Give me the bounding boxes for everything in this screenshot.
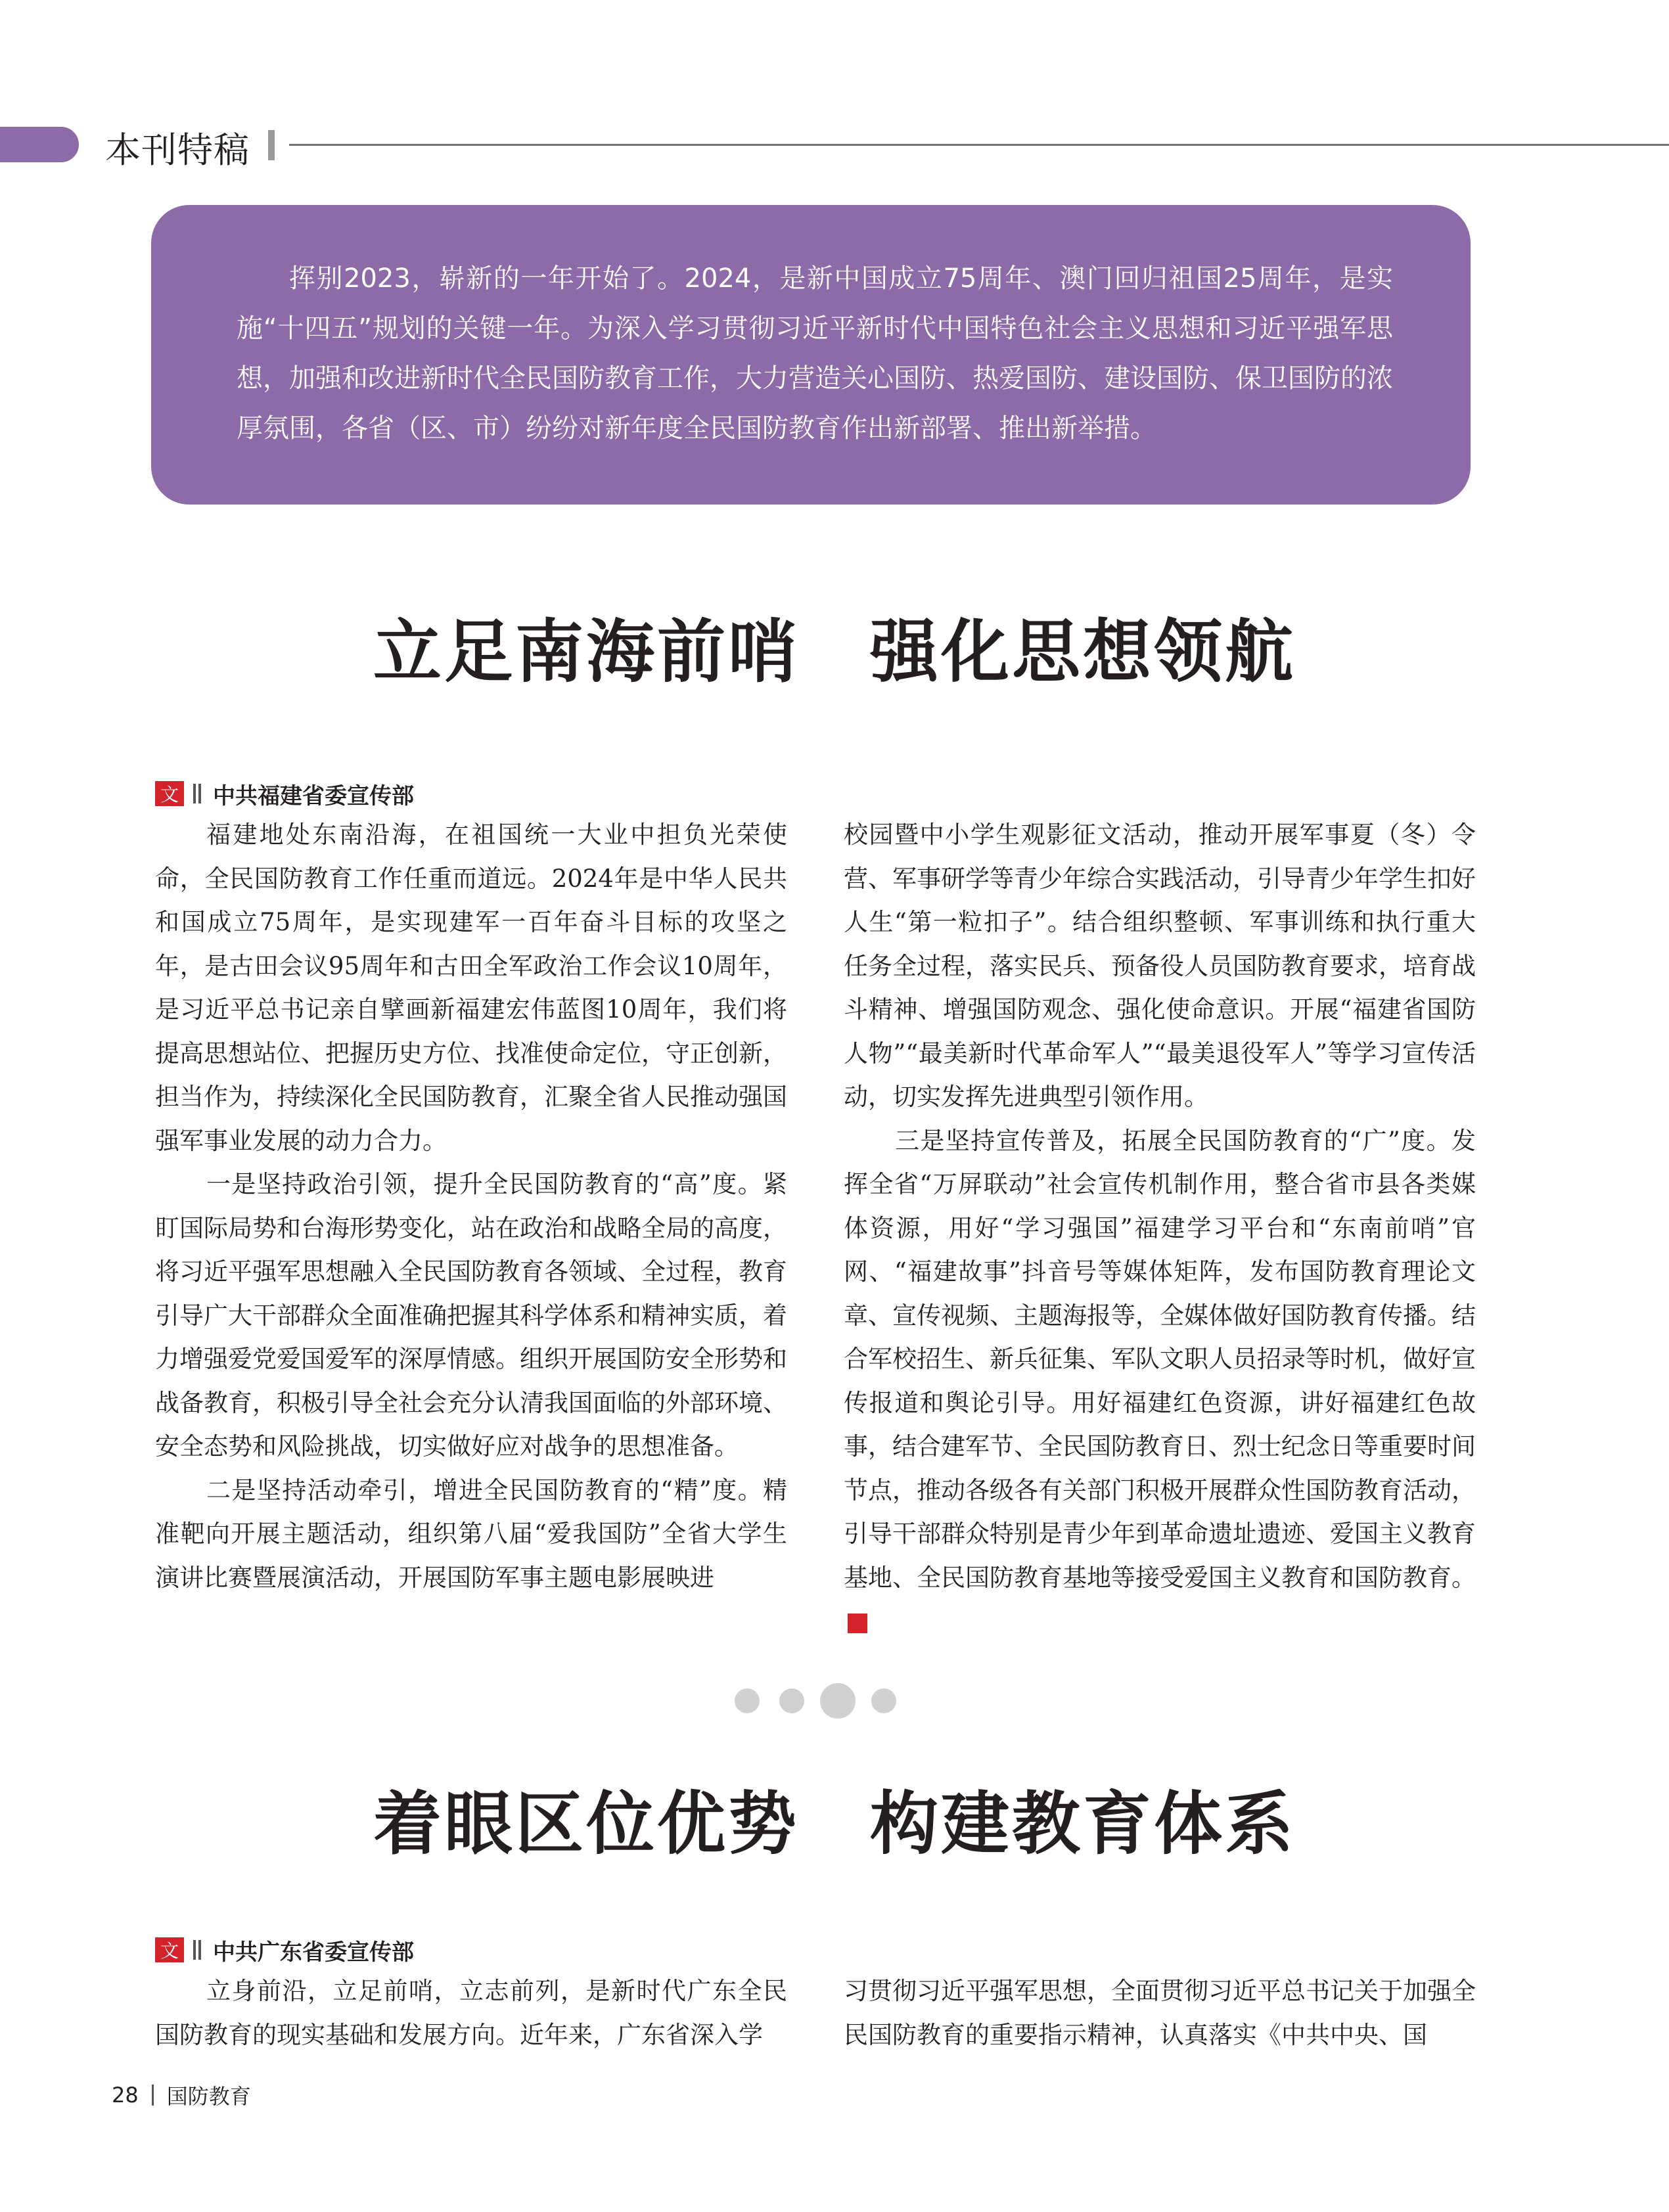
article1-paragraph: 一是坚持政治引领，提升全民国防教育的“高”度。紧盯国际局势和台海形势变化，站在政治和战略全局的高度，将习近平强军思想融入全民国防教育各领域、全过程，教育引导广大干部群众全面准确把握其科学体系和精神实质，着力增强爱党爱国爱军的深厚情感。组织开展国防安全形势和战备教育，积极引导全社会充分认清我国面临的外部环境、安全态势和风险挑战，切实做好应对战争的思想准备。 [155,1170,787,1460]
article1-byline [155,779,414,808]
byline-separator [193,1940,201,1960]
end-mark-icon: G [848,1614,867,1633]
footer-separator [152,2085,154,2106]
separator-dot-large [820,1683,856,1719]
magazine-name: 国防教育 [166,2084,251,2109]
header-divider-bar [268,130,275,160]
page-footer [112,2080,251,2110]
wen-badge: 文 [155,781,184,806]
header-accent-pill [0,127,79,162]
header-rule [289,144,1669,146]
article2-left-column [155,1970,787,2057]
article1-continuation: 校园暨中小学生观影征文活动，推动开展军事夏（冬）令营、军事研学等青少年综合实践活动，引导青少年学生扣好人生“第一粒扣子”。结合组织整顿、军事训练和执行重大任务全过程，落实民兵、预备役人员国防教育要求，培育战斗精神、增强国防观念、强化使命意识。开展“福建省国防人物”“最美新时代革命军人”“最美退役军人”等学习宣传活动，切实发挥先进典型引领作用。 [844,821,1476,1111]
article1-left-column [155,813,787,1600]
separator-dot [735,1688,760,1713]
article1-paragraph: 二是坚持活动牵引，增进全民国防教育的“精”度。精准靶向开展主题活动，组织第八届“爱我国防”全省大学生演讲比赛暨展演活动，开展国防军事主题电影展映进 [155,1476,787,1592]
byline-separator [193,784,201,803]
separator-dot [779,1688,804,1713]
article2-paragraph: 立身前沿，立足前哨，立志前列，是新时代广东全民国防教育的现实基础和发展方向。近年来，广东省深入学 [155,1977,787,2049]
article1-paragraph [844,1119,1476,1644]
article1-right-column [844,813,1476,1644]
article1-author: 中共福建省委宣传部 [213,782,414,809]
article2-continuation: 习贯彻习近平强军思想，全面贯彻习近平总书记关于加强全民国防教育的重要指示精神，认真落实《中共中央、国 [844,1977,1476,2049]
page-number: 28 [112,2083,139,2108]
article1-paragraph: 福建地处东南沿海，在祖国统一大业中担负光荣使命，全民国防教育工作任重而道远。2024年是中华人民共和国成立75周年，是实现建军一百年奋斗目标的攻坚之年，是古田会议95周年和古田全军政治工作会议10周年，是习近平总书记亲自擘画新福建宏伟蓝图10周年，我们将提高思想站位、把握历史方位、找准使命定位，守正创新，担当作为，持续深化全民国防教育，汇聚全省人民推动强国强军事业发展的动力合力。 [155,821,787,1155]
article2-byline [155,1935,414,1964]
wen-badge: 文 [155,1937,184,1962]
article2-right-column [844,1970,1476,2057]
intro-text: 挥别2023，崭新的一年开始了。2024，是新中国成立75周年、澳门回归祖国25周年，是实施“十四五”规划的关键一年。为深入学习贯彻习近平新时代中国特色社会主义思想和习近平强军思想，加强和改进新时代全民国防教育工作，大力营造关心国防、热爱国防、建设国防、保卫国防的浓厚氛围，各省（区、市）纷纷对新年度全民国防教育作出新部署、推出新举措。 [237,263,1393,443]
article1-title: 立足南海前哨 强化思想领航 [373,612,1296,692]
separator-dot [871,1688,896,1713]
article1-paragraph-text: 三是坚持宣传普及，拓展全民国防教育的“广”度。发挥全省“万屏联动”社会宣传机制作用，整合省市县各类媒体资源，用好“学习强国”福建学习平台和“东南前哨”官网、“福建故事”抖音号等媒体矩阵，发布国防教育理论文章、宣传视频、主题海报等，全媒体做好国防教育传播。结合军校招生、新兵征集、军队文职人员招录等时机，做好宣传报道和舆论引导。用好福建红色资源，讲好福建红色故事，结合建军节、全民国防教育日、烈士纪念日等重要时间节点，推动各级各有关部门积极开展群众性国防教育活动，引导干部群众特别是青少年到革命遗址遗迹、爱国主义教育基地、全民国防教育基地等接受爱国主义教育和国防教育。 [844,1126,1476,1592]
intro-box [151,205,1471,505]
article2-author: 中共广东省委宣传部 [213,1939,414,1966]
article2-title: 着眼区位优势 构建教育体系 [373,1784,1296,1864]
section-title: 本刊特稿 [105,129,250,171]
